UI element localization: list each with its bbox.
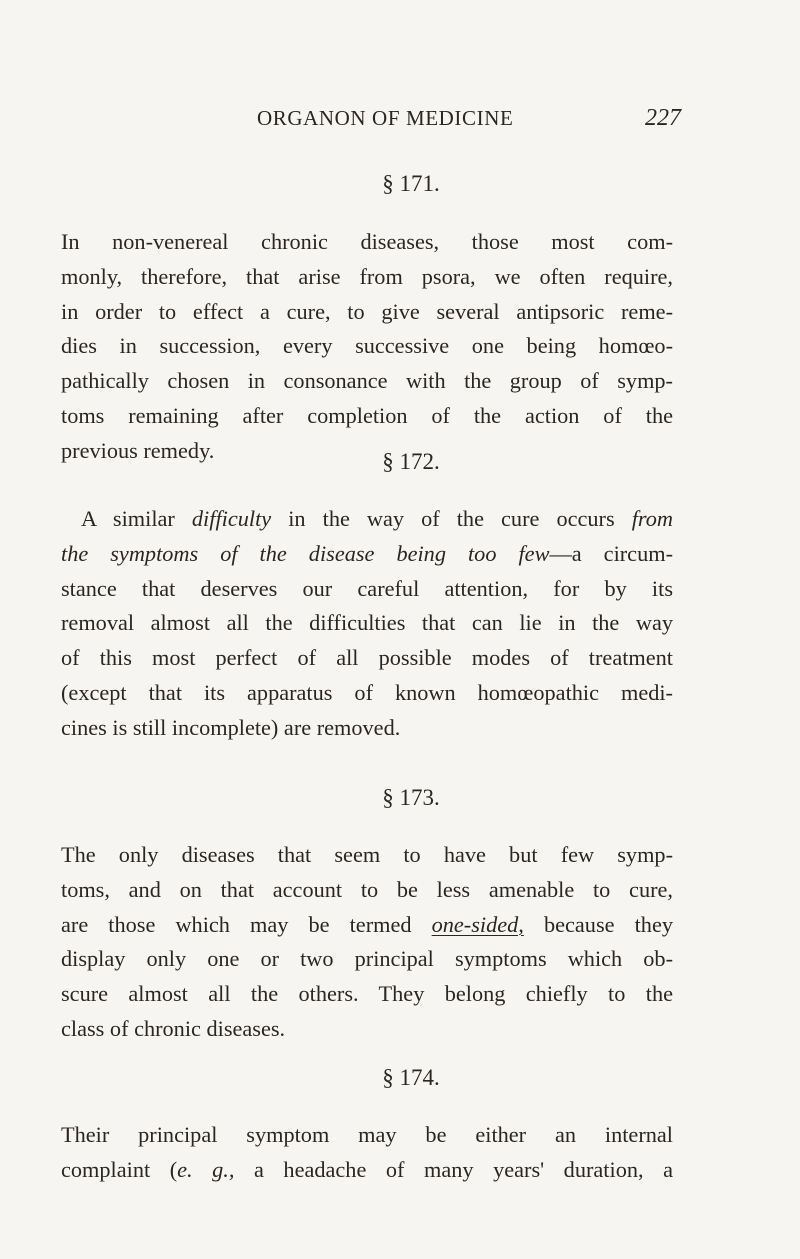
text-line: class of chronic diseases.	[61, 1015, 286, 1041]
paragraph-172	[61, 502, 673, 746]
text-line: scure almost all the others. They belong chiefly to the	[61, 981, 673, 1007]
text-line: of this most perfect of all possible modes of treatment	[61, 645, 673, 671]
text-line: toms remaining after completion of the action of the	[61, 402, 673, 428]
running-title: ORGANON OF MEDICINE	[257, 106, 514, 130]
text-line: Their principal symptom may be either an internal	[61, 1122, 673, 1147]
paragraph-173	[61, 838, 673, 1047]
text-line: In non-venereal chronic diseases, those most com-	[61, 229, 673, 254]
section-heading-171: § 171.	[382, 171, 440, 196]
section-heading-174: § 174.	[382, 1065, 440, 1090]
text-line: toms, and on that account to be less amenable to cure,	[61, 876, 673, 902]
text-line: stance that deserves our careful attention, for by its	[61, 575, 673, 601]
text-line: complaint (e. g., a headache of many years' duration, a	[61, 1156, 673, 1182]
text-line: the symptoms of the disease being too few—a circum-	[61, 540, 673, 566]
paragraph-174	[61, 1118, 673, 1188]
text-line: monly, therefore, that arise from psora, we often require,	[61, 263, 673, 289]
text-line: dies in succession, every successive one being homœo-	[61, 333, 673, 359]
text-line: A similar difficulty in the way of the cure occurs from	[81, 506, 673, 531]
section-heading-173: § 173.	[382, 785, 440, 810]
text-line: display only one or two principal symptoms which ob-	[61, 946, 673, 972]
text-line: (except that its apparatus of known homœopathic medi-	[61, 679, 673, 705]
section-heading-172: § 172.	[382, 449, 440, 474]
text-line: removal almost all the difficulties that can lie in the way	[61, 610, 673, 636]
paragraph-171	[61, 225, 673, 469]
text-line: cines is still incomplete) are removed.	[61, 714, 401, 740]
text-line: in order to effect a cure, to give several antipsoric reme-	[61, 298, 673, 324]
text-line: previous remedy.	[61, 437, 215, 463]
text-line: pathically chosen in consonance with the group of symp-	[61, 368, 673, 394]
text-line: are those which may be termed one-sided, because they	[61, 911, 673, 937]
page-number: 227	[645, 105, 681, 131]
text-line: The only diseases that seem to have but few symp-	[61, 842, 673, 867]
